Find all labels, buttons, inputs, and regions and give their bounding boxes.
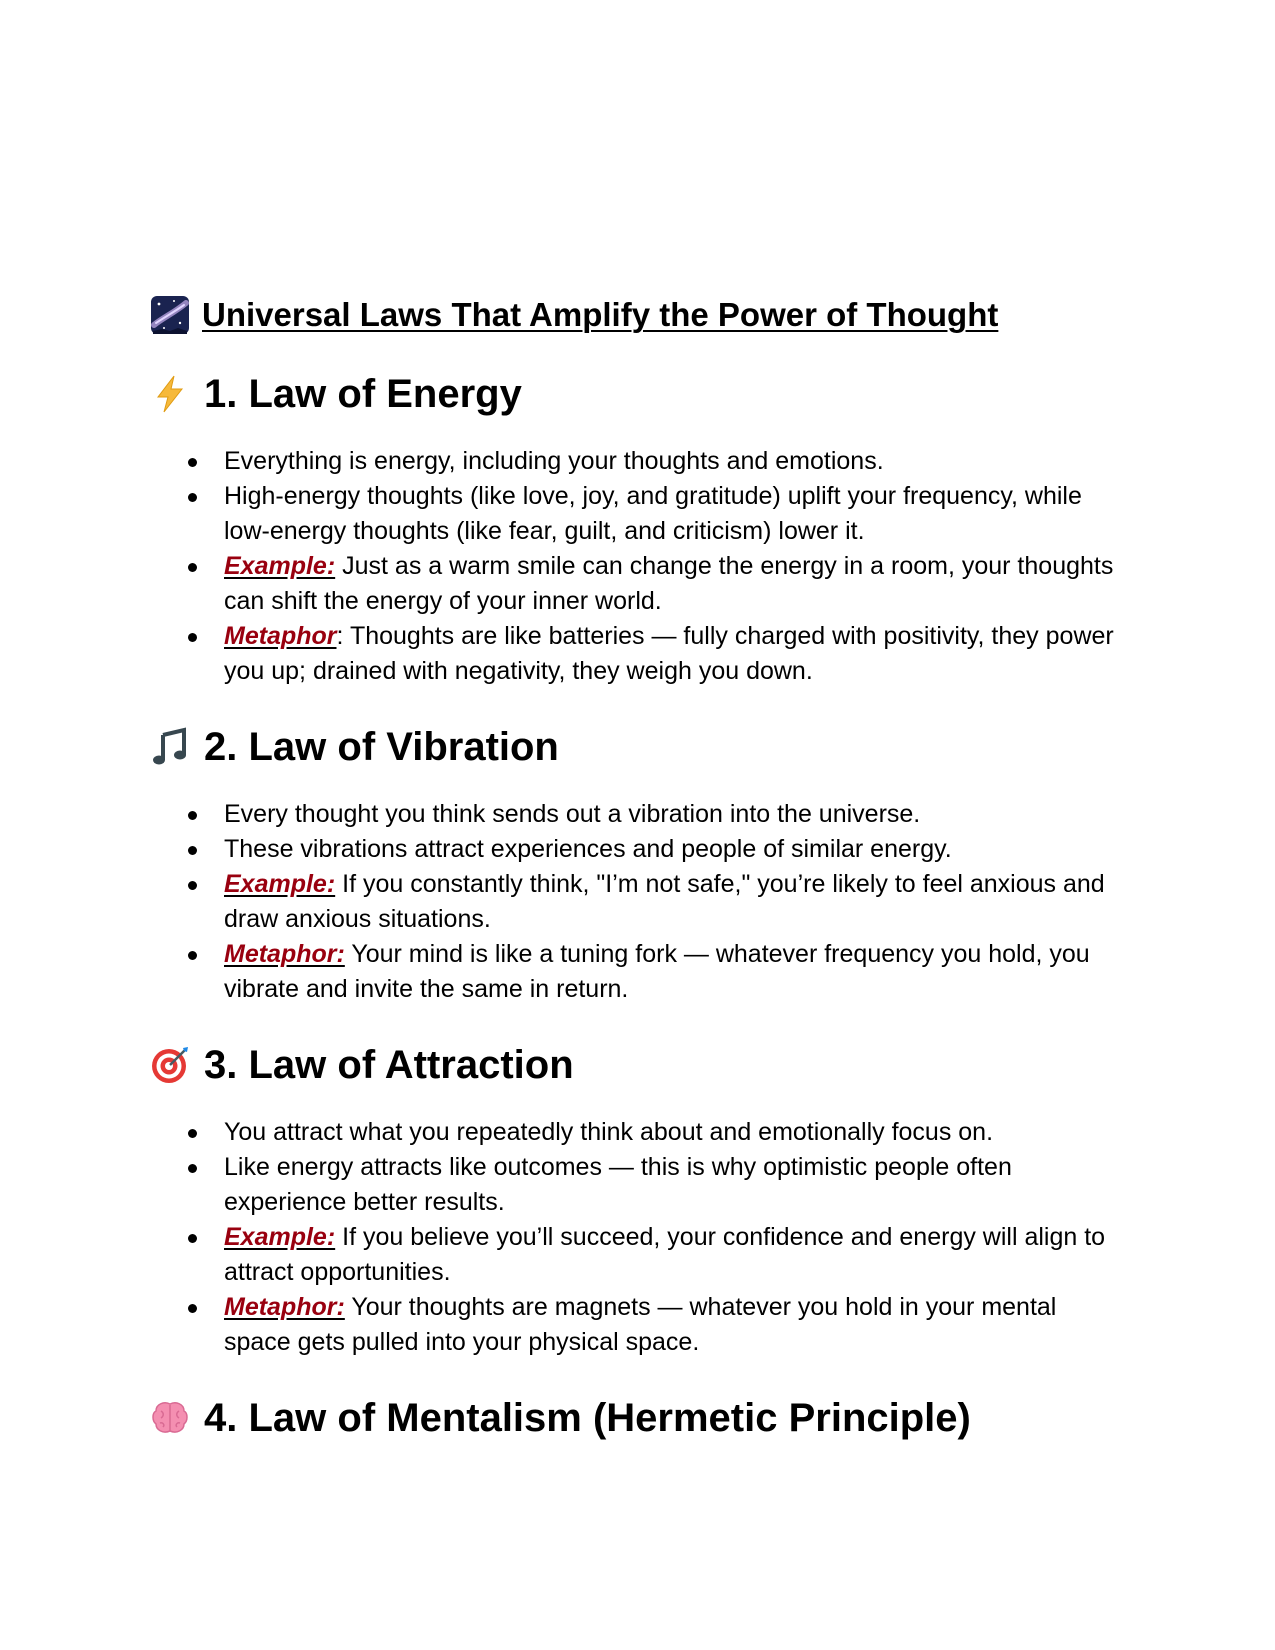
section-heading-text: 4. Law of Mentalism (Hermetic Principle) [204,1395,971,1440]
example-label: Example: [224,1223,336,1251]
milky-way-icon [150,295,190,335]
document-title [150,290,1130,340]
section-law-of-vibration [150,719,1130,1007]
section-heading-text: 3. Law of Attraction [204,1042,574,1087]
list-item: You attract what you repeatedly think about and emotionally focus on. [150,1115,1124,1150]
list-item: Example: Just as a warm smile can change the energy in a room, your thoughts can shift the energy of your inner world. [150,549,1124,619]
metaphor-label: Metaphor: [224,1293,345,1321]
bullet-list [150,1115,1130,1360]
document-page [150,290,1130,1446]
list-item: Like energy attracts like outcomes — this is why optimistic people often experience better results. [150,1150,1124,1220]
lightning-icon [150,374,190,414]
example-label: Example: [224,552,336,580]
target-icon [150,1045,190,1085]
list-item: High-energy thoughts (like love, joy, and gratitude) uplift your frequency, while low-energy thoughts (like fear, guilt, and criticism) lower it. [150,479,1124,549]
example-label: Example: [224,870,336,898]
brain-icon [150,1398,190,1438]
section-heading [150,366,1130,422]
list-item: Every thought you think sends out a vibration into the universe. [150,797,1124,832]
bullet-list [150,444,1130,689]
section-law-of-energy [150,366,1130,689]
bullet-list [150,797,1130,1007]
section-heading [150,1390,1130,1446]
section-heading-text: 2. Law of Vibration [204,724,559,769]
section-heading [150,1037,1130,1093]
list-item: Metaphor: Thoughts are like batteries — fully charged with positivity, they power you up; drained with negativity, they weigh you down. [150,619,1124,689]
list-item: Example: If you believe you’ll succeed, your confidence and energy will align to attract opportunities. [150,1220,1124,1290]
list-item: Example: If you constantly think, "I’m not safe," you’re likely to feel anxious and draw anxious situations. [150,867,1124,937]
section-law-of-mentalism [150,1390,1130,1446]
list-item: Metaphor: Your mind is like a tuning fork — whatever frequency you hold, you vibrate and invite the same in return. [150,937,1124,1007]
list-item: These vibrations attract experiences and people of similar energy. [150,832,1124,867]
metaphor-label: Metaphor [224,622,337,650]
metaphor-label: Metaphor: [224,940,345,968]
list-item: Metaphor: Your thoughts are magnets — whatever you hold in your mental space gets pulled into your physical space. [150,1290,1124,1360]
section-heading [150,719,1130,775]
section-law-of-attraction [150,1037,1130,1360]
music-note-icon [150,727,190,767]
list-item: Everything is energy, including your thoughts and emotions. [150,444,1124,479]
section-heading-text: 1. Law of Energy [204,371,522,416]
document-title-text: Universal Laws That Amplify the Power of Thought [202,296,999,333]
